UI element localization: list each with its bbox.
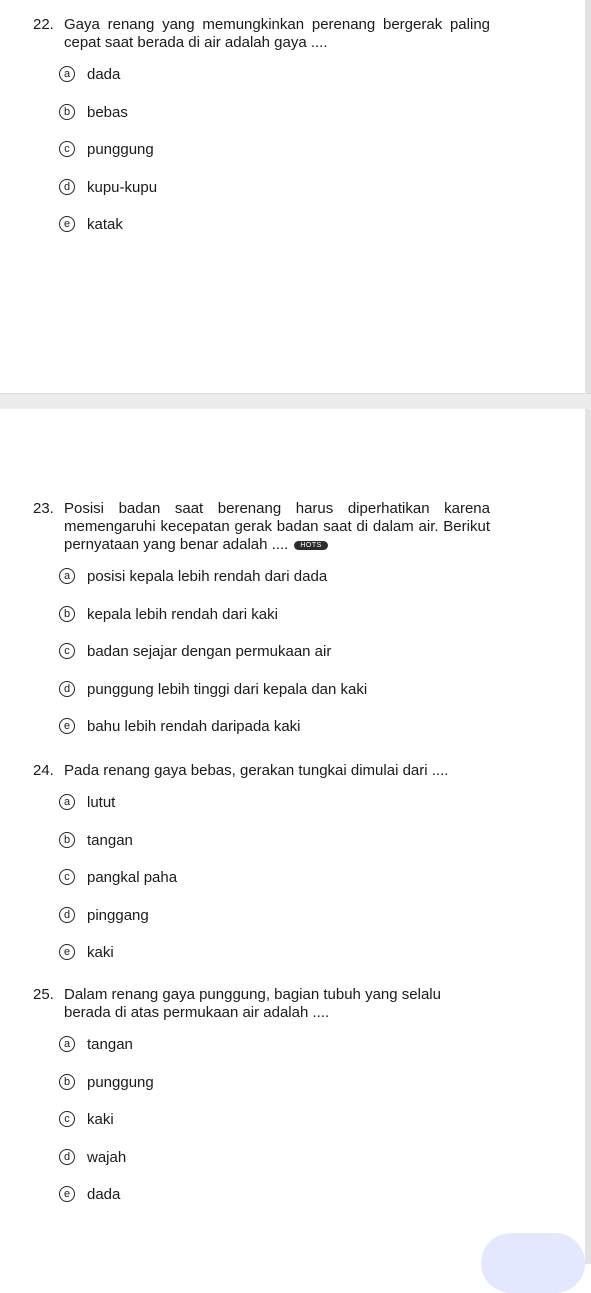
option-letter-b: b — [59, 606, 75, 622]
question-number: 24. — [33, 762, 54, 779]
option-text: lutut — [87, 794, 116, 811]
option-text: badan sejajar dengan permukaan air — [87, 643, 332, 660]
answer-option-d[interactable] — [0, 681, 585, 719]
question-24 — [0, 762, 585, 982]
answer-option-d[interactable] — [0, 1149, 585, 1187]
page-gap — [0, 393, 591, 409]
answer-option-e[interactable] — [0, 944, 585, 982]
answer-option-c[interactable] — [0, 869, 585, 907]
option-text: posisi kepala lebih rendah dari dada — [87, 568, 328, 585]
option-text: tangan — [87, 1036, 133, 1053]
option-text: pinggang — [87, 906, 149, 924]
option-letter-b: b — [59, 832, 75, 848]
answer-options — [0, 66, 585, 254]
question-header — [0, 500, 585, 554]
answer-option-e[interactable] — [0, 216, 585, 254]
answer-option-b[interactable] — [0, 606, 585, 644]
option-letter-a: a — [59, 794, 75, 810]
option-text: bebas — [87, 103, 128, 121]
option-letter-e: e — [59, 944, 75, 960]
option-text: punggung lebih tinggi dari kepala dan kaki — [87, 680, 368, 698]
question-header — [0, 986, 585, 1022]
option-letter-c: c — [59, 643, 75, 659]
answer-option-e[interactable] — [0, 718, 585, 756]
option-text: kupu-kupu — [87, 178, 158, 196]
question-number: 22. — [33, 16, 54, 33]
option-text: bahu lebih rendah daripada kaki — [87, 718, 301, 735]
question-22 — [0, 16, 585, 254]
option-letter-e: e — [59, 718, 75, 734]
question-number: 25. — [33, 986, 54, 1003]
answer-option-a[interactable] — [0, 1036, 585, 1074]
answer-option-b[interactable] — [0, 104, 585, 142]
answer-option-b[interactable] — [0, 1074, 585, 1112]
answer-option-a[interactable] — [0, 66, 585, 104]
option-letter-d: d — [59, 1149, 75, 1165]
option-text: dada — [87, 66, 121, 83]
option-letter-a: a — [59, 66, 75, 82]
answer-option-b[interactable] — [0, 832, 585, 870]
answer-options — [0, 1036, 585, 1224]
option-text: kaki — [87, 1111, 114, 1128]
question-text: Gaya renang yang memungkinkan perenang bergerak paling cepat saat berada di air adalah gaya .... — [64, 16, 490, 51]
option-text: punggung — [87, 141, 154, 158]
option-letter-d: d — [59, 907, 75, 923]
option-text: pangkal paha — [87, 869, 178, 886]
question-text: Dalam renang gaya punggung, bagian tubuh yang selalu berada di atas permukaan air adalah .... — [64, 986, 441, 1021]
answer-option-e[interactable] — [0, 1186, 585, 1224]
option-text: katak — [87, 216, 123, 233]
page-edge-shadow — [585, 409, 591, 1264]
hots-badge: HOTS — [294, 541, 327, 550]
option-text: tangan — [87, 831, 133, 849]
question-text — [64, 500, 490, 554]
option-letter-c: c — [59, 141, 75, 157]
answer-options — [0, 568, 585, 756]
answer-option-c[interactable] — [0, 1111, 585, 1149]
option-text: kaki — [87, 944, 114, 961]
option-letter-e: e — [59, 216, 75, 232]
answer-options — [0, 794, 585, 982]
floating-action-button[interactable] — [481, 1233, 585, 1293]
option-letter-d: d — [59, 179, 75, 195]
option-text: punggung — [87, 1073, 154, 1091]
page-edge-shadow — [585, 0, 591, 393]
question-number: 23. — [33, 500, 54, 517]
option-text: dada — [87, 1186, 121, 1203]
option-letter-b: b — [59, 104, 75, 120]
question-23 — [0, 500, 585, 756]
option-text: wajah — [87, 1148, 127, 1166]
question-header — [0, 762, 585, 780]
answer-option-c[interactable] — [0, 643, 585, 681]
option-letter-a: a — [59, 1036, 75, 1052]
option-letter-e: e — [59, 1186, 75, 1202]
question-header — [0, 16, 585, 52]
option-letter-b: b — [59, 1074, 75, 1090]
question-25 — [0, 986, 585, 1224]
answer-option-a[interactable] — [0, 568, 585, 606]
answer-option-c[interactable] — [0, 141, 585, 179]
option-letter-c: c — [59, 1111, 75, 1127]
option-letter-a: a — [59, 568, 75, 584]
option-letter-d: d — [59, 681, 75, 697]
question-text: Pada renang gaya bebas, gerakan tungkai dimulai dari .... — [64, 762, 449, 779]
option-letter-c: c — [59, 869, 75, 885]
answer-option-d[interactable] — [0, 907, 585, 945]
answer-option-a[interactable] — [0, 794, 585, 832]
question-text-body: Posisi badan saat berenang harus diperhatikan karena memengaruhi kecepatan gerak badan saat di dalam air. Berikut pernyataan yang benar adalah .... — [64, 500, 490, 553]
answer-option-d[interactable] — [0, 179, 585, 217]
option-text: kepala lebih rendah dari kaki — [87, 605, 278, 623]
